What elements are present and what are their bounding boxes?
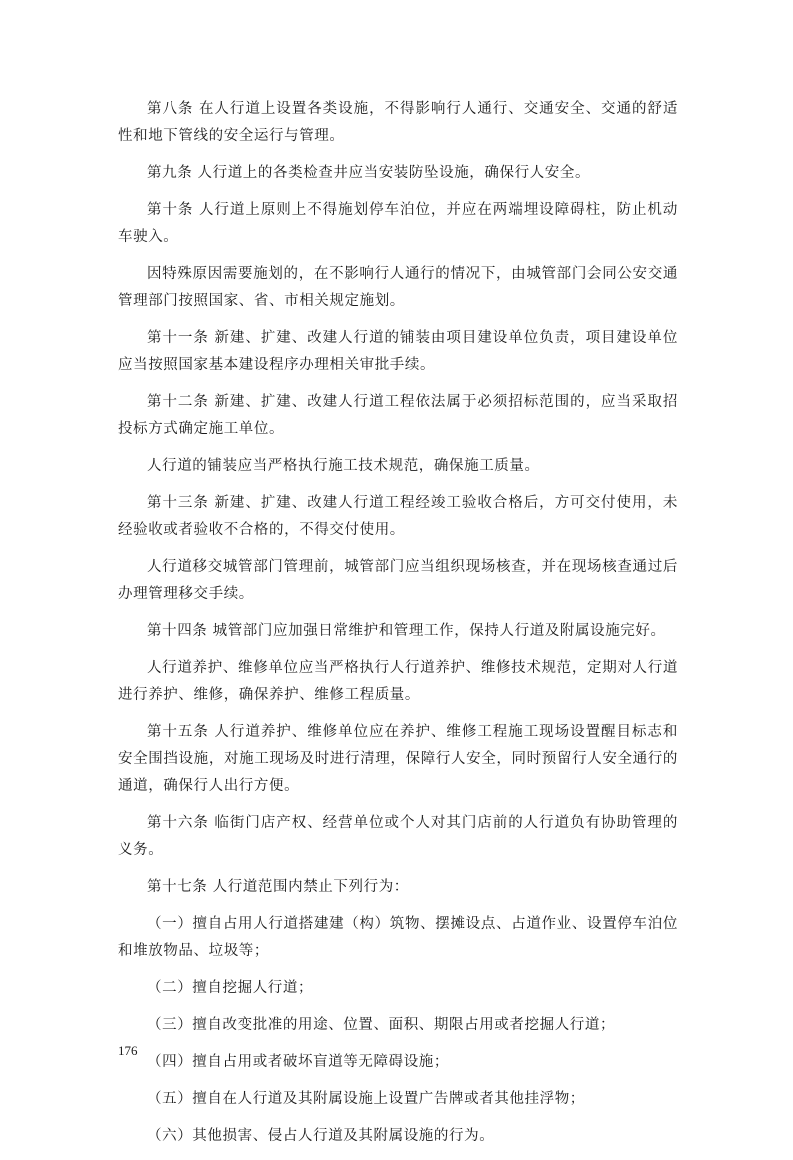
paragraph-article-11: 第十一条 新建、扩建、改建人行道的铺装由项目建设单位负责，项目建设单位应当按照国家基本建设程序办理相关审批手续。 [118,330,678,373]
page-number: 176 [118,1043,138,1058]
body-text [118,96,678,1160]
paragraph-article-15: 第十五条 人行道养护、维修单位应在养护、维修工程施工现场设置醒目标志和安全围挡设施，对施工现场及时进行清理，保障行人安全，同时预留行人安全通行的通道，确保行人出行方便。 [118,724,678,794]
paragraph-article-14-clause: 人行道养护、维修单位应当严格执行人行道养护、维修技术规范，定期对人行道进行养护、维修，确保养护、维修工程质量。 [118,660,678,703]
list-item-4: （四）擅自占用或者破坏盲道等无障碍设施； [147,1054,449,1070]
paragraph-article-13: 第十三条 新建、扩建、改建人行道工程经竣工验收合格后，方可交付使用，未经验收或者验收不合格的，不得交付使用。 [118,495,678,538]
paragraph-article-10: 第十条 人行道上原则上不得施划停车泊位，并应在两端埋设障碍柱，防止机动车驶入。 [118,202,678,245]
list-item-3: （三）擅自改变批准的用途、位置、面积、期限占用或者挖掘人行道； [147,1017,616,1033]
paragraph-article-14: 第十四条 城管部门应加强日常维护和管理工作，保持人行道及附属设施完好。 [147,623,666,639]
list-item-6: （六）其他损害、侵占人行道及其附属设施的行为。 [147,1128,495,1144]
paragraph-article-13-clause: 人行道移交城管部门管理前，城管部门应当组织现场核查，并在现场核查通过后办理管理移交手续。 [118,559,678,602]
paragraph-article-16: 第十六条 临街门店产权、经营单位或个人对其门店前的人行道负有协助管理的义务。 [118,815,678,858]
paragraph-article-12-clause: 人行道的铺装应当严格执行施工技术规范，确保施工质量。 [147,458,540,474]
paragraph-article-9: 第九条 人行道上的各类检查井应当安装防坠设施，确保行人安全。 [147,165,591,181]
paragraph-article-12: 第十二条 新建、扩建、改建人行道工程依法属于必须招标范围的，应当采取招投标方式确定施工单位。 [118,394,678,437]
paragraph-article-17: 第十七条 人行道范围内禁止下列行为： [147,879,409,895]
paragraph-article-8: 第八条 在人行道上设置各类设施，不得影响行人通行、交通安全、交通的舒适性和地下管线的安全运行与管理。 [118,101,678,144]
list-item-2: （二）擅自挖掘人行道； [147,980,314,996]
paragraph-article-10-clause: 因特殊原因需要施划的，在不影响行人通行的情况下，由城管部门会同公安交通管理部门按照国家、省、市相关规定施划。 [118,266,678,309]
list-item-1: （一）擅自占用人行道搭建建（构）筑物、摆摊设点、占道作业、设置停车泊位和堆放物品、垃圾等； [118,916,678,959]
list-item-5: （五）擅自在人行道及其附属设施上设置广告牌或者其他挂浮物； [147,1091,585,1107]
